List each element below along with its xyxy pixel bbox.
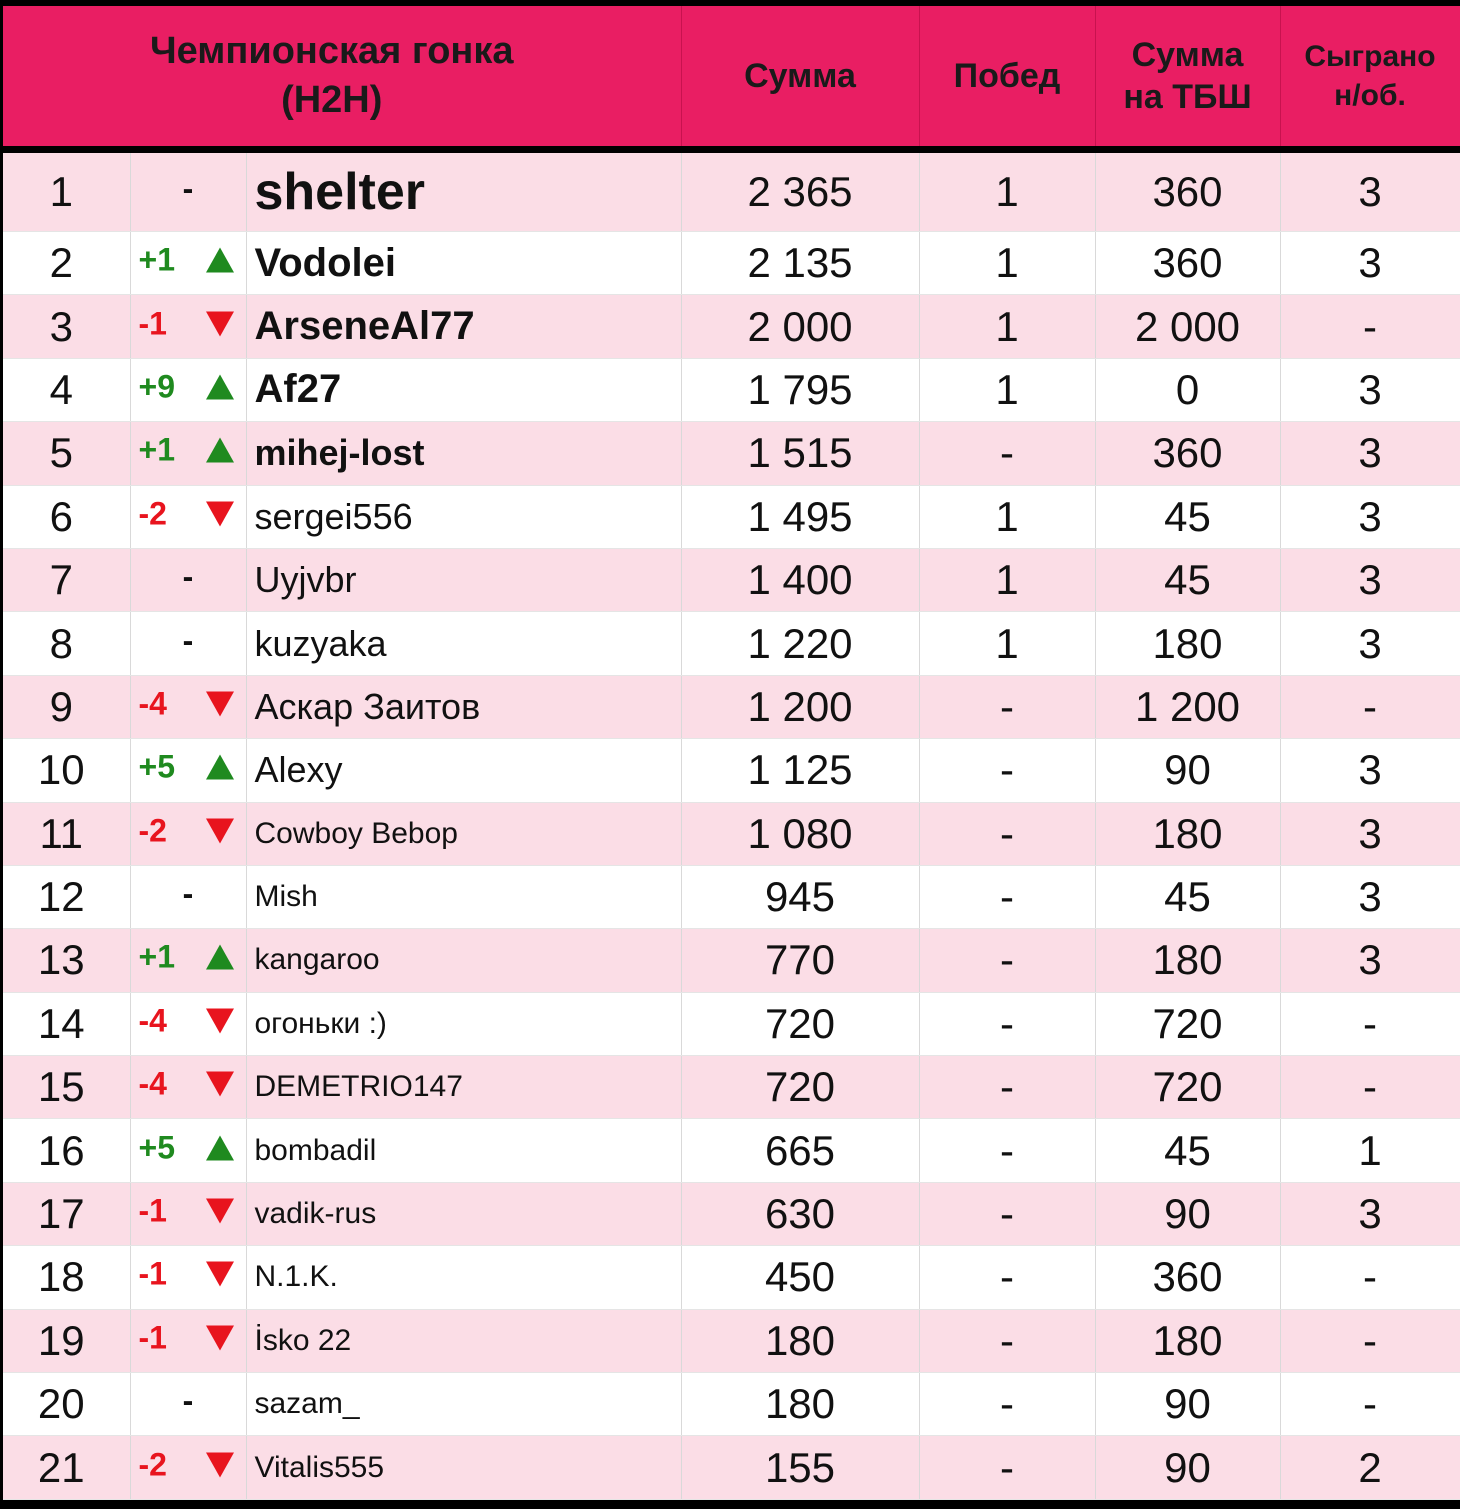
position-change-cell <box>130 1436 246 1499</box>
sum-cell: 665 <box>681 1119 919 1182</box>
player-name: N.1.K. <box>246 1246 681 1309</box>
sum-cell: 1 125 <box>681 739 919 802</box>
rank-cell: 10 <box>3 739 130 802</box>
position-change: +1 <box>138 431 175 468</box>
player-name: Cowboy Bebop <box>246 802 681 865</box>
position-change: +1 <box>138 939 175 976</box>
tbsh-sum-cell: 180 <box>1095 612 1280 675</box>
rank-cell: 19 <box>3 1309 130 1372</box>
sum-cell: 1 200 <box>681 675 919 738</box>
arrow-down-icon <box>206 311 234 336</box>
wins-cell: - <box>919 1182 1095 1245</box>
standings-table <box>3 6 1460 1500</box>
wins-cell: - <box>919 422 1095 485</box>
wins-cell: - <box>919 1309 1095 1372</box>
sum-cell: 1 220 <box>681 612 919 675</box>
wins-cell: - <box>919 739 1095 802</box>
sum-cell: 945 <box>681 865 919 928</box>
table-row <box>3 802 1460 865</box>
played-cell: 3 <box>1280 232 1460 295</box>
header-played <box>1280 6 1460 150</box>
position-change: - <box>182 1382 194 1419</box>
position-change-cell <box>130 422 246 485</box>
sum-cell: 1 080 <box>681 802 919 865</box>
wins-cell: - <box>919 929 1095 992</box>
position-change-cell <box>130 1056 246 1119</box>
tbsh-sum-cell: 360 <box>1095 232 1280 295</box>
player-name: Mish <box>246 865 681 928</box>
rank-cell: 1 <box>3 150 130 232</box>
table-title-text: Чемпионская гонка (Н2Н) <box>149 29 514 121</box>
sum-cell: 450 <box>681 1246 919 1309</box>
sum-cell: 1 400 <box>681 548 919 611</box>
sum-cell: 720 <box>681 1056 919 1119</box>
position-change: -4 <box>138 685 167 722</box>
rank-cell: 6 <box>3 485 130 548</box>
wins-cell: 1 <box>919 295 1095 358</box>
position-change: +5 <box>138 748 175 785</box>
tbsh-sum-cell: 2 000 <box>1095 295 1280 358</box>
tbsh-sum-cell: 45 <box>1095 865 1280 928</box>
sum-cell: 2 000 <box>681 295 919 358</box>
rank-cell: 8 <box>3 612 130 675</box>
arrow-down-icon <box>206 1452 234 1477</box>
sum-cell: 1 515 <box>681 422 919 485</box>
sum-cell: 180 <box>681 1309 919 1372</box>
tbsh-sum-cell: 180 <box>1095 1309 1280 1372</box>
position-change-cell <box>130 802 246 865</box>
position-change-cell <box>130 150 246 232</box>
wins-cell: 1 <box>919 485 1095 548</box>
table-title <box>3 6 681 150</box>
wins-cell: - <box>919 1056 1095 1119</box>
table-row <box>3 150 1460 232</box>
played-cell: - <box>1280 1373 1460 1436</box>
rank-cell: 13 <box>3 929 130 992</box>
tbsh-sum-cell: 720 <box>1095 1056 1280 1119</box>
position-change-cell <box>130 865 246 928</box>
sum-cell: 180 <box>681 1373 919 1436</box>
sum-cell: 2 365 <box>681 150 919 232</box>
table-row <box>3 865 1460 928</box>
played-cell: 1 <box>1280 1119 1460 1182</box>
rank-cell: 5 <box>3 422 130 485</box>
position-change-cell <box>130 739 246 802</box>
table-row <box>3 548 1460 611</box>
tbsh-sum-cell: 45 <box>1095 485 1280 548</box>
position-change-cell <box>130 1373 246 1436</box>
player-name: bombadil <box>246 1119 681 1182</box>
arrow-down-icon <box>206 1262 234 1287</box>
position-change-cell <box>130 548 246 611</box>
tbsh-sum-cell: 360 <box>1095 150 1280 232</box>
position-change-cell <box>130 1309 246 1372</box>
wins-cell: - <box>919 802 1095 865</box>
position-change: -1 <box>138 1319 167 1356</box>
rank-cell: 7 <box>3 548 130 611</box>
table-row <box>3 422 1460 485</box>
tbsh-sum-cell: 45 <box>1095 1119 1280 1182</box>
arrow-down-icon <box>206 1325 234 1350</box>
position-change: +9 <box>138 368 175 405</box>
sum-cell: 770 <box>681 929 919 992</box>
played-cell: - <box>1280 295 1460 358</box>
position-change: -4 <box>138 1002 167 1039</box>
rank-cell: 18 <box>3 1246 130 1309</box>
tbsh-sum-cell: 360 <box>1095 1246 1280 1309</box>
rank-cell: 21 <box>3 1436 130 1499</box>
arrow-down-icon <box>206 818 234 843</box>
position-change-cell <box>130 232 246 295</box>
rank-cell: 4 <box>3 358 130 421</box>
rank-cell: 15 <box>3 1056 130 1119</box>
player-name: shelter <box>246 150 681 232</box>
arrow-up-icon <box>206 755 234 780</box>
header-tbsh-sum-text: Сумма на ТБШ <box>1123 35 1252 116</box>
played-cell: 3 <box>1280 548 1460 611</box>
player-name: sergei556 <box>246 485 681 548</box>
position-change-cell <box>130 612 246 675</box>
player-name: kuzyaka <box>246 612 681 675</box>
position-change-cell <box>130 675 246 738</box>
table-row <box>3 675 1460 738</box>
player-name: Vitalis555 <box>246 1436 681 1499</box>
table-row <box>3 1436 1460 1499</box>
table-row <box>3 295 1460 358</box>
player-name: Vodolei <box>246 232 681 295</box>
table-row <box>3 485 1460 548</box>
arrow-down-icon <box>206 1072 234 1097</box>
table-row <box>3 1182 1460 1245</box>
played-cell: 3 <box>1280 150 1460 232</box>
played-cell: 3 <box>1280 865 1460 928</box>
player-name: DEMETRIO147 <box>246 1056 681 1119</box>
position-change-cell <box>130 1119 246 1182</box>
player-name: Af27 <box>246 358 681 421</box>
arrow-up-icon <box>206 438 234 463</box>
player-name: vadik-rus <box>246 1182 681 1245</box>
tbsh-sum-cell: 1 200 <box>1095 675 1280 738</box>
rank-cell: 14 <box>3 992 130 1055</box>
table-body <box>3 150 1460 1500</box>
table-row <box>3 358 1460 421</box>
played-cell: 2 <box>1280 1436 1460 1499</box>
arrow-down-icon <box>206 1199 234 1224</box>
played-cell: 3 <box>1280 485 1460 548</box>
position-change-cell <box>130 358 246 421</box>
position-change: - <box>182 622 194 659</box>
table-row <box>3 1119 1460 1182</box>
position-change-cell <box>130 1246 246 1309</box>
rank-cell: 3 <box>3 295 130 358</box>
played-cell: 3 <box>1280 358 1460 421</box>
tbsh-sum-cell: 720 <box>1095 992 1280 1055</box>
position-change: - <box>182 875 194 912</box>
rank-cell: 11 <box>3 802 130 865</box>
rank-cell: 16 <box>3 1119 130 1182</box>
played-cell: 3 <box>1280 802 1460 865</box>
tbsh-sum-cell: 90 <box>1095 739 1280 802</box>
position-change: +1 <box>138 241 175 278</box>
sum-cell: 1 495 <box>681 485 919 548</box>
wins-cell: 1 <box>919 150 1095 232</box>
played-cell: 3 <box>1280 739 1460 802</box>
wins-cell: 1 <box>919 358 1095 421</box>
wins-cell: - <box>919 675 1095 738</box>
table-row <box>3 929 1460 992</box>
position-change: -1 <box>138 305 167 342</box>
position-change: -1 <box>138 1255 167 1292</box>
played-cell: 3 <box>1280 1182 1460 1245</box>
arrow-down-icon <box>206 691 234 716</box>
played-cell: - <box>1280 1056 1460 1119</box>
arrow-up-icon <box>206 248 234 273</box>
table-row <box>3 992 1460 1055</box>
player-name: mihej-lost <box>246 422 681 485</box>
wins-cell: - <box>919 865 1095 928</box>
wins-cell: - <box>919 1246 1095 1309</box>
sum-cell: 1 795 <box>681 358 919 421</box>
player-name: kangaroo <box>246 929 681 992</box>
wins-cell: - <box>919 1119 1095 1182</box>
position-change: -1 <box>138 1192 167 1229</box>
tbsh-sum-cell: 180 <box>1095 802 1280 865</box>
sum-cell: 2 135 <box>681 232 919 295</box>
player-name: Uyjvbr <box>246 548 681 611</box>
position-change-cell <box>130 485 246 548</box>
wins-cell: - <box>919 1373 1095 1436</box>
table-row <box>3 1246 1460 1309</box>
table-row <box>3 1309 1460 1372</box>
tbsh-sum-cell: 180 <box>1095 929 1280 992</box>
rank-cell: 20 <box>3 1373 130 1436</box>
position-change-cell <box>130 992 246 1055</box>
player-name: İsko 22 <box>246 1309 681 1372</box>
rank-cell: 9 <box>3 675 130 738</box>
sum-cell: 630 <box>681 1182 919 1245</box>
table-row <box>3 612 1460 675</box>
tbsh-sum-cell: 90 <box>1095 1436 1280 1499</box>
player-name: Аскар Заитов <box>246 675 681 738</box>
tbsh-sum-cell: 45 <box>1095 548 1280 611</box>
wins-cell: 1 <box>919 232 1095 295</box>
player-name: ArseneAl77 <box>246 295 681 358</box>
tbsh-sum-cell: 90 <box>1095 1182 1280 1245</box>
wins-cell: 1 <box>919 548 1095 611</box>
position-change: -2 <box>138 495 167 532</box>
wins-cell: 1 <box>919 612 1095 675</box>
table-row <box>3 232 1460 295</box>
tbsh-sum-cell: 0 <box>1095 358 1280 421</box>
header-row <box>3 6 1460 150</box>
position-change: +5 <box>138 1129 175 1166</box>
played-cell: 3 <box>1280 612 1460 675</box>
header-wins: Побед <box>919 6 1095 150</box>
sum-cell: 720 <box>681 992 919 1055</box>
arrow-up-icon <box>206 945 234 970</box>
position-change: -2 <box>138 1446 167 1483</box>
header-played-text: Сыграно н/об. <box>1304 40 1436 112</box>
header-sum: Сумма <box>681 6 919 150</box>
played-cell: 3 <box>1280 422 1460 485</box>
arrow-up-icon <box>206 1135 234 1160</box>
player-name: sazam_ <box>246 1373 681 1436</box>
table-row <box>3 1373 1460 1436</box>
position-change: - <box>182 170 194 207</box>
played-cell: - <box>1280 992 1460 1055</box>
arrow-down-icon <box>206 501 234 526</box>
rank-cell: 12 <box>3 865 130 928</box>
played-cell: 3 <box>1280 929 1460 992</box>
rank-cell: 17 <box>3 1182 130 1245</box>
player-name: огоньки :) <box>246 992 681 1055</box>
rank-cell: 2 <box>3 232 130 295</box>
position-change: -4 <box>138 1065 167 1102</box>
table-row <box>3 1056 1460 1119</box>
position-change-cell <box>130 1182 246 1245</box>
wins-cell: - <box>919 1436 1095 1499</box>
header-tbsh-sum <box>1095 6 1280 150</box>
played-cell: - <box>1280 675 1460 738</box>
position-change-cell <box>130 295 246 358</box>
position-change-cell <box>130 929 246 992</box>
position-change: - <box>182 558 194 595</box>
played-cell: - <box>1280 1246 1460 1309</box>
position-change: -2 <box>138 812 167 849</box>
table-row <box>3 739 1460 802</box>
sum-cell: 155 <box>681 1436 919 1499</box>
played-cell: - <box>1280 1309 1460 1372</box>
player-name: Alexy <box>246 739 681 802</box>
arrow-down-icon <box>206 1008 234 1033</box>
wins-cell: - <box>919 992 1095 1055</box>
tbsh-sum-cell: 360 <box>1095 422 1280 485</box>
arrow-up-icon <box>206 374 234 399</box>
tbsh-sum-cell: 90 <box>1095 1373 1280 1436</box>
